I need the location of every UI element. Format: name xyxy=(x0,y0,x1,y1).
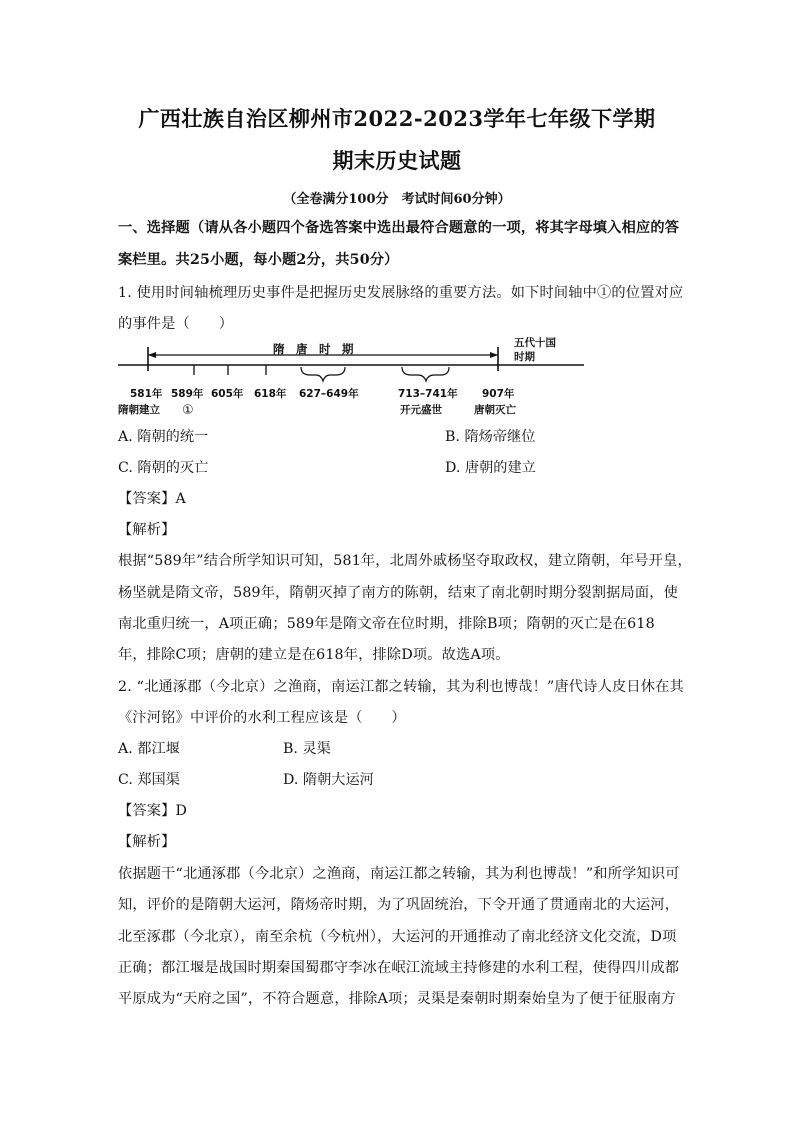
period-arrow-right xyxy=(490,352,498,358)
q1-option-d: D. 唐朝的建立 xyxy=(445,460,536,476)
period-label: 隋 唐 时 期 xyxy=(273,342,354,356)
q1-stem-line2: 的事件是（ ） xyxy=(118,316,234,332)
after-period-label-1: 五代十国 xyxy=(514,337,556,349)
sub-label-kaiyuan: 开元盛世 xyxy=(400,404,442,416)
q1-analysis-line2: 杨坚就是隋文帝，589年，隋朝灭掉了南方的陈朝，结束了南北朝时期分裂割据局面，使 xyxy=(118,585,679,601)
q2-analysis-line3: 北至涿郡（今北京），南至余杭（今杭州），大运河的开通推动了南北经济文化交流，D项 xyxy=(118,929,677,945)
page-title-line2: 期末历史试题 xyxy=(332,148,462,173)
q2-option-d: D. 隋朝大运河 xyxy=(283,772,374,788)
tick-label-581: 581年 xyxy=(130,388,163,400)
q1-stem-line1: 1. 使用时间轴梳理历史事件是把握历史发展脉络的重要方法。如下时间轴中①的位置对应 xyxy=(118,285,684,301)
tick-label-907: 907年 xyxy=(482,388,515,400)
q2-stem-line2: 《汴河铭》中评价的水利工程应该是（ ） xyxy=(118,710,406,726)
q2-analysis-line1: 依据题干“北通涿郡（今北京）之渔商，南运江都之转输，其为利也博哉！”和所学知识可 xyxy=(118,866,680,882)
section-instructions-line2: 案栏里。共25小题，每小题2分，共50分） xyxy=(118,252,399,268)
tick-label-618: 618年 xyxy=(254,388,287,400)
tick-label-605: 605年 xyxy=(211,388,244,400)
timeline-figure xyxy=(118,333,588,423)
q1-option-b: B. 隋炀帝继位 xyxy=(445,429,536,445)
q2-analysis-line5: 平原成为“天府之国”，不符合题意，排除A项；灵渠是秦朝时期秦始皇为了便于征服南方 xyxy=(118,991,676,1007)
exam-info: （全卷满分100分 考试时间60分钟） xyxy=(283,192,511,207)
sub-label-sui-founded: 隋朝建立 xyxy=(118,404,160,416)
q2-analysis-line2: 知，评价的是隋朝大运河，隋炀帝时期，为了巩固统治，下令开通了贯通南北的大运河， xyxy=(118,897,680,913)
after-period-label-2: 时期 xyxy=(514,351,535,363)
tick-label-627-649: 627–649年 xyxy=(299,388,359,400)
section-instructions-line1: 一、选择题（请从各小题四个备选答案中选出最符合题意的一项，将其字母填入相应的答 xyxy=(118,220,680,236)
q1-analysis-line4: 年，排除C项；唐朝的建立是在618年，排除D项。故选A项。 xyxy=(118,647,510,663)
tick-label-589: 589年 xyxy=(171,388,204,400)
brace-627-649 xyxy=(301,367,345,381)
q2-analysis-label: 【解析】 xyxy=(118,834,176,850)
page-title-line1: 广西壮族自治区柳州市2022-2023学年七年级下学期 xyxy=(138,106,656,131)
q2-analysis-line4: 正确；都江堰是战国时期秦国蜀郡守李冰在岷江流域主持修建的水利工程，使得四川成都 xyxy=(118,960,680,976)
sub-label-circle-1: ① xyxy=(182,403,194,418)
q1-analysis-label: 【解析】 xyxy=(118,522,176,538)
q2-answer: 【答案】D xyxy=(118,803,188,819)
brace-713-741 xyxy=(402,367,449,381)
q2-option-b: B. 灵渠 xyxy=(283,741,331,757)
q2-option-c: C. 郑国渠 xyxy=(118,772,180,788)
q2-option-a: A. 都江堰 xyxy=(118,741,180,757)
q1-option-a: A. 隋朝的统一 xyxy=(118,429,209,445)
tick-label-713-741: 713–741年 xyxy=(398,388,458,400)
q1-analysis-line1: 根据“589年”结合所学知识可知，581年，北周外戚杨坚夺取政权，建立隋朝，年号开皇， xyxy=(118,553,692,569)
q1-analysis-line3: 南北重归统一，A项正确；589年是隋文帝在位时期，排除B项；隋朝的灭亡是在618 xyxy=(118,616,655,632)
q1-option-c: C. 隋朝的灭亡 xyxy=(118,460,209,476)
sub-label-tang-falls: 唐朝灭亡 xyxy=(474,404,516,416)
q2-stem-line1: 2. “北通涿郡（今北京）之渔商，南运江都之转输，其为利也博哉！”唐代诗人皮日休在其 xyxy=(118,679,684,695)
q1-answer: 【答案】A xyxy=(118,491,186,507)
period-arrow-left xyxy=(148,352,156,358)
